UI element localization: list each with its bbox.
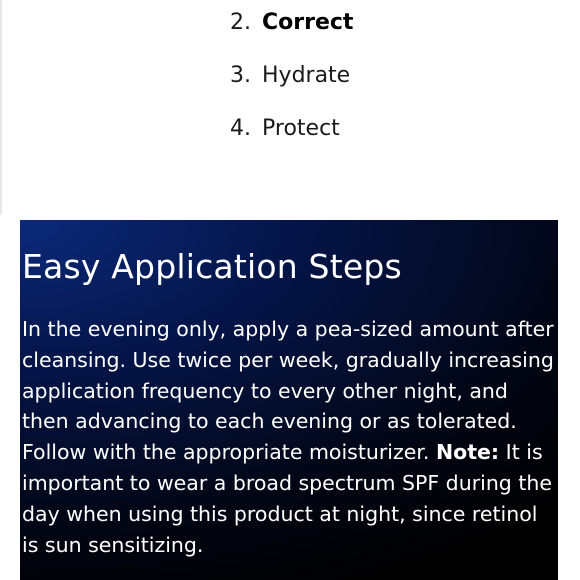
left-border bbox=[0, 0, 2, 215]
step-item-hydrate bbox=[230, 63, 353, 116]
step-label: Protect bbox=[262, 116, 340, 141]
step-item-protect bbox=[230, 116, 353, 169]
panel-title: Easy Application Steps bbox=[22, 247, 402, 286]
step-item-correct bbox=[230, 10, 353, 63]
step-number: 4. bbox=[230, 116, 251, 141]
step-label: Correct bbox=[262, 10, 354, 35]
step-label: Hydrate bbox=[262, 63, 351, 88]
step-number: 2. bbox=[230, 10, 251, 35]
application-steps-panel bbox=[20, 220, 558, 580]
note-text: It is important to wear a broad spectrum SPF during the day when using this product at night, since retinol is sun sensitizing. bbox=[22, 440, 552, 557]
panel-body-intro: In the evening only, apply a pea-sized amount after cleansing. Use twice per week, gradually increasing application frequency to every other night, and then advancing to each evening or as tolerated. Follow with the appropriate moisturizer. bbox=[22, 317, 554, 465]
steps-list bbox=[230, 10, 353, 169]
panel-body bbox=[22, 314, 558, 560]
note-label: Note: bbox=[435, 440, 500, 465]
step-number: 3. bbox=[230, 63, 251, 88]
